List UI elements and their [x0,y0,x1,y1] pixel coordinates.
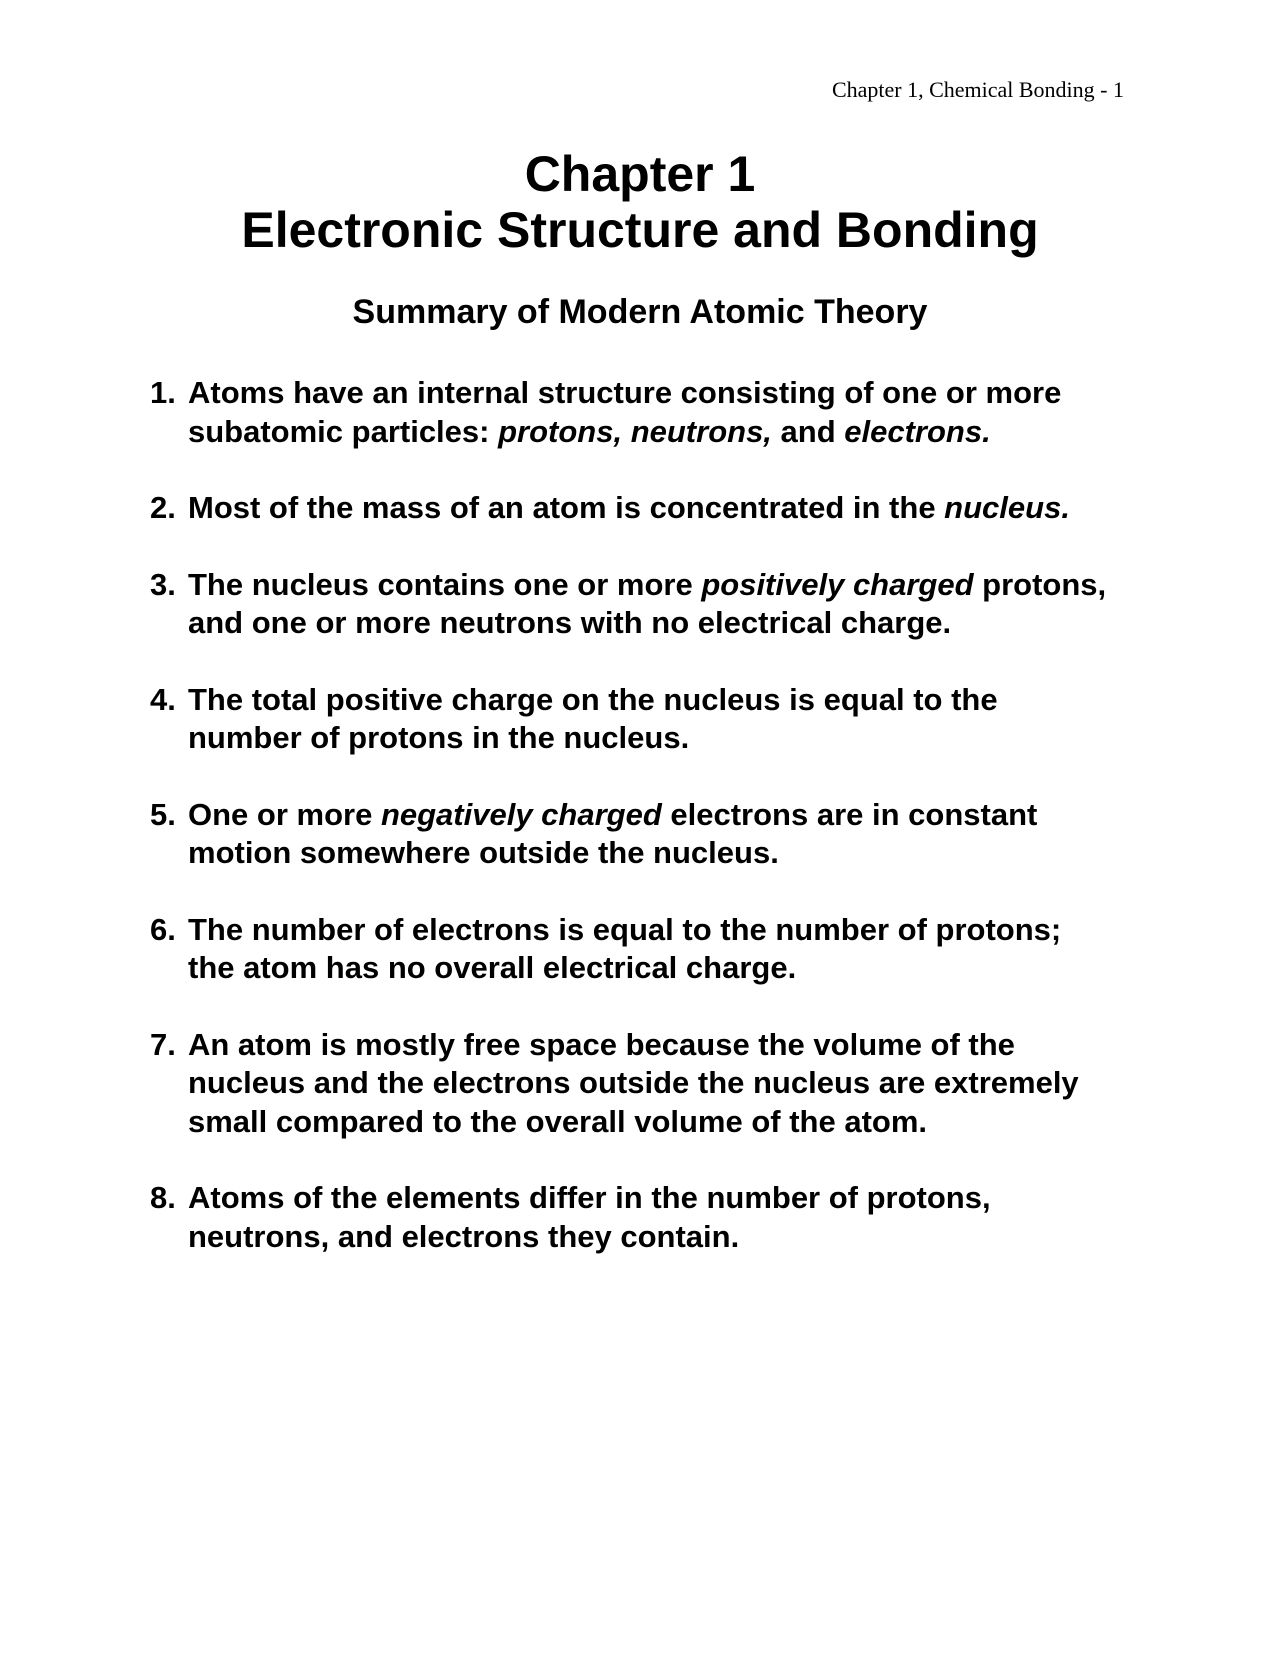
section-heading: Summary of Modern Atomic Theory [352,293,928,331]
point-number: 3. [150,566,176,602]
point-number: 7. [150,1026,176,1062]
point-emphasis: positively charged [701,566,974,602]
point-text-run: The nucleus contains one or more [188,566,702,602]
point-text-run: and [771,413,845,449]
point-text-run: One or more [188,796,381,832]
point-text-run: Atoms have an internal structure consisting of one or more subatomic particles: [188,375,1062,449]
point-text [188,911,1110,988]
point-emphasis: nucleus. [944,490,1070,525]
point-text-run: Most of the mass of an atom is concentrated in the [188,490,945,525]
point-text-run: electrons are in constant motion somewhere outside the nucleus. [188,796,1038,870]
theory-point [150,374,1110,451]
point-number: 2. [150,490,176,525]
point-number: 5. [150,796,176,832]
point-emphasis: negatively charged [380,796,662,832]
theory-point [150,1179,1110,1256]
point-number: 8. [150,1180,176,1215]
theory-point [150,489,1110,528]
point-text [188,681,1110,758]
point-text [188,796,1110,873]
point-text-run: protons, and one or more neutrons with no electrical charge. [188,566,1107,640]
theory-point [150,566,1110,643]
theory-points-list [150,374,1110,1294]
point-emphasis: electrons. [844,413,991,449]
chapter-title [0,146,1280,258]
point-text-run: An atom is mostly free space because the volume of the nucleus and the electrons outside the nucleus are extremely small compared to the overall volume of the atom. [188,1026,1079,1139]
chapter-number: Chapter 1 [524,146,756,202]
chapter-name: Electronic Structure and Bonding [241,202,1039,258]
point-number: 1. [150,375,176,410]
point-text [188,1026,1110,1142]
point-number: 4. [150,681,176,717]
point-emphasis: protons, neutrons, [498,413,772,449]
point-text-run: The number of electrons is equal to the number of protons; the atom has no overall electrical charge. [188,911,1062,985]
theory-point [150,1026,1110,1142]
theory-point [150,681,1110,758]
point-text [188,489,1110,528]
point-text-run: The total positive charge on the nucleus is equal to the number of protons in the nucleus. [188,681,998,755]
theory-point [150,796,1110,873]
point-text [188,374,1110,451]
theory-point [150,911,1110,988]
running-header: Chapter 1, Chemical Bonding - 1 [831,77,1124,102]
point-number: 6. [150,911,176,947]
point-text [188,1179,1110,1256]
point-text [188,566,1110,643]
point-text-run: Atoms of the elements differ in the number of protons, neutrons, and electrons they contain. [188,1180,991,1254]
